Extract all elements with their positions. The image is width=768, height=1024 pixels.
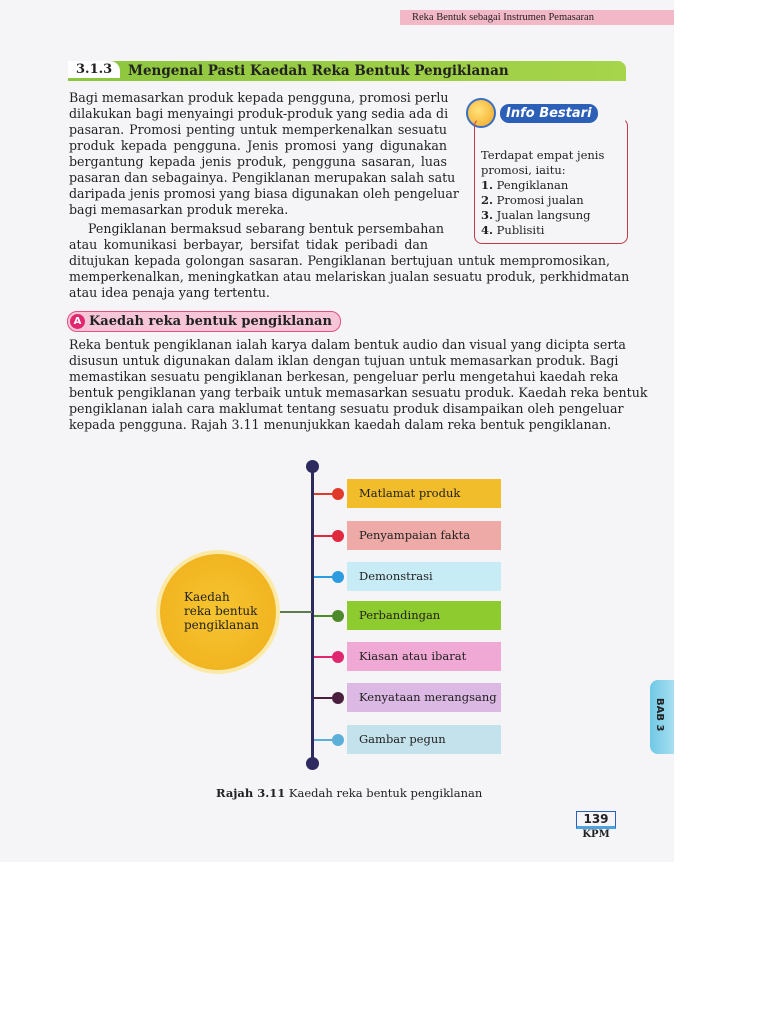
bullet-dot-icon [332,734,344,746]
center-label: pengiklanan [184,618,259,632]
figure-caption [216,786,482,800]
info-list-item [481,193,604,208]
info-bestari-body [481,148,604,238]
info-bestari-label: Info Bestari [500,104,598,123]
diagram-item-label: Demonstrasi [347,562,501,591]
center-connector [276,611,312,613]
text-line: kepada pengguna. Rajah 3.11 menunjukkan kaedah dalam reka bentuk pengiklanan. [69,417,612,432]
text-line: memperkenalkan, meningkatkan atau melariskan jualan sesuatu produk, perkhidmatan [69,269,630,284]
subsection-letter: A [70,314,85,329]
bullet-dot-icon [332,651,344,663]
text-line: Bagi memasarkan produk kepada pengguna, promosi perlu [69,90,449,105]
diagram-item-label: Matlamat produk [347,479,501,508]
chapter-tab-label: BAB 3 [654,698,665,732]
page-number: 139 [576,811,615,829]
caption-label: Rajah 3.11 [216,786,286,800]
text-line: disusun untuk digunakan dalam iklan dengan tujuan untuk memasarkan produk. Bagi [69,353,619,368]
publisher: KPM [582,829,610,840]
item-text: Pengiklanan [496,178,569,192]
text-line: produk kepada pengguna. Jenis promosi yang digunakan [69,138,447,153]
text-line: pengiklanan ialah cara maklumat tentang sesuatu produk disampaikan oleh pengeluar [69,401,624,416]
page-number-logo [571,808,621,840]
info-list-item [481,178,604,193]
bullet-dot-icon [332,530,344,542]
info-intro: Terdapat empat jenis [481,148,605,162]
diagram-item-label: Gambar pegun [347,725,501,754]
subsection-heading [67,311,341,332]
bullet-dot-icon [332,488,344,500]
diagram-item-label: Penyampaian fakta [347,521,501,550]
text-line: atau idea penaja yang tertentu. [69,285,270,300]
text-line: daripada jenis promosi yang biasa digunakan oleh pengeluar [69,186,459,201]
spine-end-dot [306,460,319,473]
chapter-tab [650,680,674,754]
bullet-dot-icon [332,610,344,622]
text-line: bentuk pengiklanan yang terbaik untuk memasarkan sesuatu produk. Kaedah reka bentuk [69,385,648,400]
diagram-item-label: Kiasan atau ibarat [347,642,501,671]
text-line: atau komunikasi berbayar, bersifat tidak peribadi dan [69,237,428,252]
bullet-dot-icon [332,571,344,583]
info-intro: promosi, iaitu: [481,163,566,177]
info-list-item [481,208,604,223]
item-number: 3. [481,208,494,222]
center-label: Kaedah [184,590,230,604]
text-line: ditujukan kepada golongan sasaran. Pengiklanan bertujuan untuk mempromosikan, [69,253,610,268]
text-line: bagi memasarkan produk mereka. [69,202,289,217]
section-title: Mengenal Pasti Kaedah Reka Bentuk Pengiklanan [128,63,509,79]
item-number: 2. [481,193,494,207]
text-line: Reka bentuk pengiklanan ialah karya dalam bentuk audio dan visual yang dicipta serta [69,337,626,352]
text-line: pasaran dan sebagainya. Pengiklanan merupakan salah satu [69,170,456,185]
running-header: Reka Bentuk sebagai Instrumen Pemasaran [400,10,674,25]
diagram-item-label: Perbandingan [347,601,501,630]
subsection-title: Kaedah reka bentuk pengiklanan [89,314,332,329]
diagram-center-circle [160,554,276,670]
text-line: pasaran. Promosi penting untuk memperkenalkan sesuatu [69,122,447,137]
spine-end-dot [306,757,319,770]
item-number: 4. [481,223,494,237]
caption-text: Kaedah reka bentuk pengiklanan [288,786,483,800]
item-text: Jualan langsung [496,208,591,222]
text-line: memastikan sesuatu pengiklanan berkesan, pengeluar perlu mengetahui kaedah reka [69,369,619,384]
center-label: reka bentuk [184,604,258,618]
item-text: Promosi jualan [496,193,584,207]
text-line: bergantung kepada jenis produk, pengguna sasaran, luas [69,154,447,169]
item-text: Publisiti [496,223,545,237]
text-line: dilakukan bagi menyaingi produk-produk yang sedia ada di [69,106,449,121]
section-number: 3.1.3 [68,61,120,81]
text-line: Pengiklanan bermaksud sebarang bentuk persembahan [88,221,445,236]
info-list-item [481,223,604,238]
section-heading [68,61,626,81]
bullet-dot-icon [332,692,344,704]
item-number: 1. [481,178,494,192]
diagram-item-label: Kenyataan merangsang [347,683,501,712]
